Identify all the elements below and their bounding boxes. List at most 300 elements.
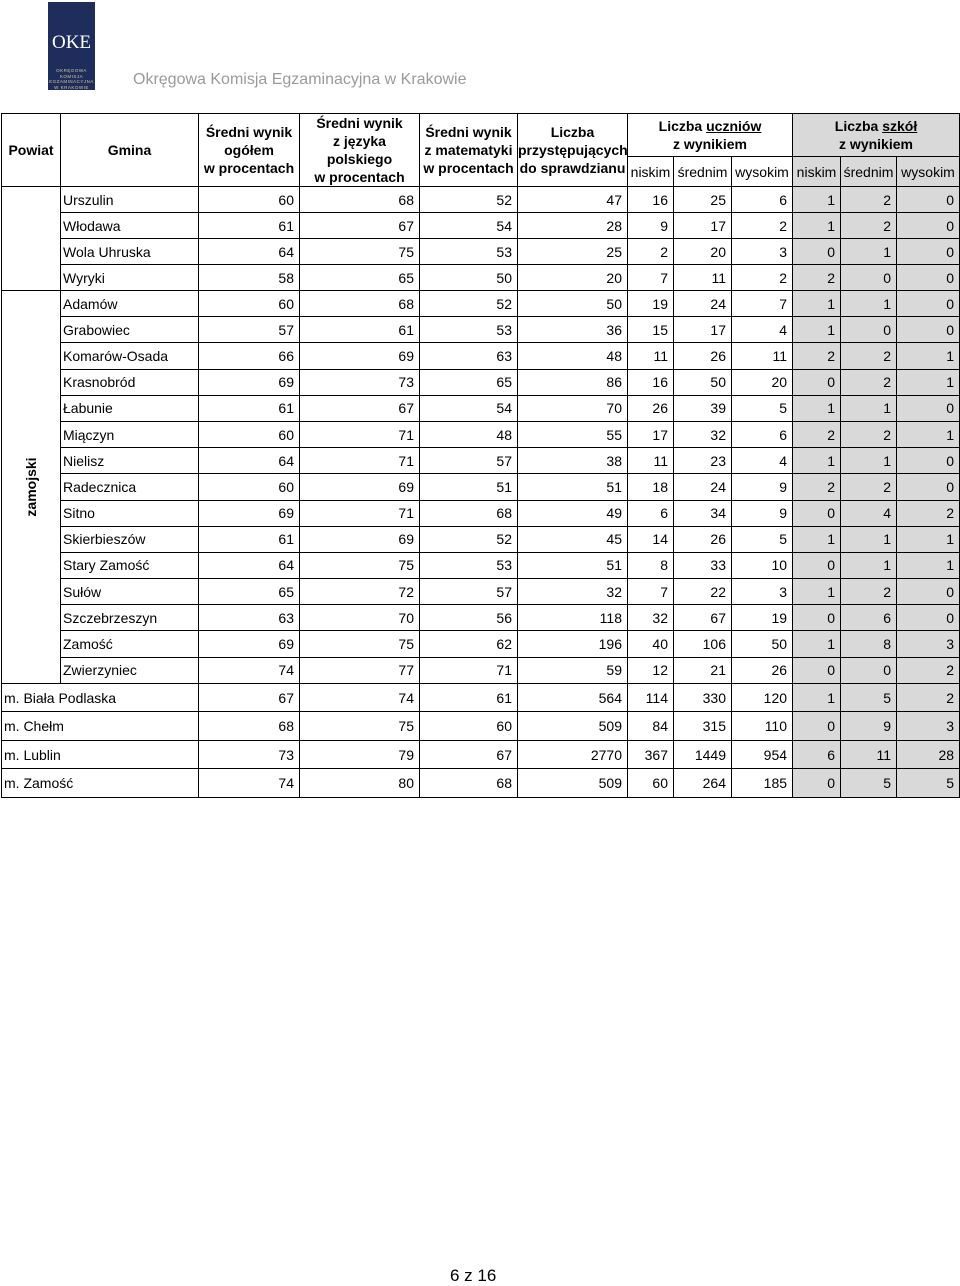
header-liczba-uczniow: Liczba uczniów z wynikiem xyxy=(628,114,793,157)
value-cell: 20 xyxy=(732,369,793,395)
logo-mark: OKE xyxy=(51,32,92,53)
table-row xyxy=(2,712,960,741)
value-cell: 7 xyxy=(628,265,674,291)
gmina-name-cell: Sitno xyxy=(61,500,199,526)
value-cell: 9 xyxy=(732,500,793,526)
value-cell: 25 xyxy=(674,187,732,213)
table-row xyxy=(2,421,960,447)
value-cell: 73 xyxy=(199,740,300,769)
page-number: 6 z 16 xyxy=(450,1266,497,1285)
value-cell: 1 xyxy=(793,579,841,605)
value-cell: 71 xyxy=(300,421,420,447)
value-cell: 1 xyxy=(793,683,841,712)
table-body-zamojski xyxy=(2,291,960,684)
gmina-name-cell: Nielisz xyxy=(61,448,199,474)
value-cell: 2 xyxy=(841,213,897,239)
value-cell: 74 xyxy=(199,657,300,683)
header-liczba-szkol: Liczba szkół z wynikiem xyxy=(793,114,960,157)
value-cell: 39 xyxy=(674,395,732,421)
value-cell: 79 xyxy=(300,740,420,769)
table-row xyxy=(2,740,960,769)
value-cell: 330 xyxy=(674,683,732,712)
subheader-uczniow-srednim: średnim xyxy=(674,157,732,187)
value-cell: 86 xyxy=(518,369,628,395)
value-cell: 28 xyxy=(518,213,628,239)
value-cell: 6 xyxy=(793,740,841,769)
gmina-name-cell: Wola Uhruska xyxy=(61,239,199,265)
powiat-cell-empty xyxy=(2,187,61,291)
value-cell: 11 xyxy=(674,265,732,291)
subheader-uczniow-niskim: niskim xyxy=(628,157,674,187)
table-row xyxy=(2,769,960,798)
value-cell: 47 xyxy=(518,187,628,213)
gmina-name-cell: m. Lublin xyxy=(2,740,199,769)
gmina-name-cell: Zamość xyxy=(61,631,199,657)
value-cell: 65 xyxy=(420,369,518,395)
value-cell: 70 xyxy=(518,395,628,421)
value-cell: 19 xyxy=(732,605,793,631)
value-cell: 53 xyxy=(420,552,518,578)
value-cell: 2 xyxy=(841,343,897,369)
value-cell: 1 xyxy=(793,291,841,317)
value-cell: 118 xyxy=(518,605,628,631)
table-body-top xyxy=(2,187,960,291)
value-cell: 1 xyxy=(897,552,960,578)
value-cell: 3 xyxy=(732,239,793,265)
results-table xyxy=(1,113,960,798)
value-cell: 6 xyxy=(841,605,897,631)
value-cell: 60 xyxy=(199,187,300,213)
value-cell: 9 xyxy=(841,712,897,741)
gmina-name-cell: Łabunie xyxy=(61,395,199,421)
header-gmina: Gmina xyxy=(61,114,199,187)
value-cell: 56 xyxy=(420,605,518,631)
value-cell: 61 xyxy=(199,213,300,239)
value-cell: 51 xyxy=(518,552,628,578)
value-cell: 1 xyxy=(841,291,897,317)
value-cell: 64 xyxy=(199,239,300,265)
value-cell: 68 xyxy=(300,291,420,317)
oke-logo xyxy=(48,2,95,90)
header-liczba-przystepujacych: Liczba przystępujących do sprawdzianu xyxy=(518,114,628,187)
value-cell: 84 xyxy=(628,712,674,741)
logo-subtitle-line: KOMISJA xyxy=(59,73,84,79)
value-cell: 1 xyxy=(793,395,841,421)
value-cell: 45 xyxy=(518,526,628,552)
value-cell: 26 xyxy=(674,343,732,369)
value-cell: 71 xyxy=(300,448,420,474)
value-cell: 0 xyxy=(841,317,897,343)
gmina-name-cell: Stary Zamość xyxy=(61,552,199,578)
value-cell: 71 xyxy=(420,657,518,683)
value-cell: 48 xyxy=(518,343,628,369)
organization-name: Okręgowa Komisja Egzaminacyjna w Krakowie xyxy=(133,71,467,88)
value-cell: 264 xyxy=(674,769,732,798)
value-cell: 50 xyxy=(674,369,732,395)
value-cell: 75 xyxy=(300,712,420,741)
gmina-name-cell: Wyryki xyxy=(61,265,199,291)
value-cell: 53 xyxy=(420,317,518,343)
value-cell: 72 xyxy=(300,579,420,605)
value-cell: 1 xyxy=(841,448,897,474)
subheader-szkol-wysokim: wysokim xyxy=(897,157,960,187)
value-cell: 32 xyxy=(628,605,674,631)
value-cell: 9 xyxy=(732,474,793,500)
value-cell: 5 xyxy=(841,769,897,798)
value-cell: 67 xyxy=(300,395,420,421)
value-cell: 1 xyxy=(793,187,841,213)
logo-subtitle-line: W KRAKOWIE xyxy=(54,84,89,90)
value-cell: 22 xyxy=(674,579,732,605)
value-cell: 1 xyxy=(841,526,897,552)
value-cell: 954 xyxy=(732,740,793,769)
value-cell: 106 xyxy=(674,631,732,657)
value-cell: 60 xyxy=(420,712,518,741)
table-row xyxy=(2,526,960,552)
value-cell: 69 xyxy=(199,369,300,395)
value-cell: 57 xyxy=(420,579,518,605)
value-cell: 28 xyxy=(897,740,960,769)
value-cell: 1 xyxy=(897,526,960,552)
value-cell: 73 xyxy=(300,369,420,395)
value-cell: 0 xyxy=(793,500,841,526)
value-cell: 40 xyxy=(628,631,674,657)
value-cell: 6 xyxy=(628,500,674,526)
value-cell: 16 xyxy=(628,369,674,395)
value-cell: 2 xyxy=(897,500,960,526)
value-cell: 1 xyxy=(793,526,841,552)
subheader-szkol-niskim: niskim xyxy=(793,157,841,187)
value-cell: 61 xyxy=(420,683,518,712)
value-cell: 0 xyxy=(793,769,841,798)
value-cell: 64 xyxy=(199,448,300,474)
value-cell: 2 xyxy=(841,579,897,605)
value-cell: 11 xyxy=(732,343,793,369)
powiat-cell-zamojski xyxy=(2,291,61,684)
value-cell: 0 xyxy=(897,395,960,421)
value-cell: 1 xyxy=(793,317,841,343)
value-cell: 509 xyxy=(518,712,628,741)
table-row xyxy=(2,605,960,631)
value-cell: 67 xyxy=(674,605,732,631)
value-cell: 25 xyxy=(518,239,628,265)
value-cell: 11 xyxy=(628,448,674,474)
value-cell: 2 xyxy=(793,474,841,500)
table-row xyxy=(2,239,960,265)
table-row xyxy=(2,657,960,683)
table-row xyxy=(2,187,960,213)
value-cell: 61 xyxy=(199,526,300,552)
value-cell: 2770 xyxy=(518,740,628,769)
value-cell: 2 xyxy=(897,683,960,712)
value-cell: 2 xyxy=(732,265,793,291)
value-cell: 68 xyxy=(300,187,420,213)
value-cell: 315 xyxy=(674,712,732,741)
value-cell: 74 xyxy=(300,683,420,712)
value-cell: 2 xyxy=(793,421,841,447)
value-cell: 2 xyxy=(793,265,841,291)
value-cell: 0 xyxy=(793,712,841,741)
gmina-name-cell: Zwierzyniec xyxy=(61,657,199,683)
value-cell: 0 xyxy=(793,239,841,265)
value-cell: 59 xyxy=(518,657,628,683)
value-cell: 65 xyxy=(300,265,420,291)
value-cell: 0 xyxy=(793,552,841,578)
gmina-name-cell: m. Chełm xyxy=(2,712,199,741)
value-cell: 4 xyxy=(841,500,897,526)
value-cell: 67 xyxy=(420,740,518,769)
gmina-name-cell: Miączyn xyxy=(61,421,199,447)
value-cell: 0 xyxy=(897,291,960,317)
value-cell: 53 xyxy=(420,239,518,265)
value-cell: 62 xyxy=(420,631,518,657)
value-cell: 120 xyxy=(732,683,793,712)
value-cell: 2 xyxy=(732,213,793,239)
value-cell: 17 xyxy=(674,213,732,239)
value-cell: 1 xyxy=(793,448,841,474)
value-cell: 75 xyxy=(300,239,420,265)
value-cell: 3 xyxy=(732,579,793,605)
gmina-name-cell: m. Zamość xyxy=(2,769,199,798)
gmina-name-cell: Sułów xyxy=(61,579,199,605)
value-cell: 110 xyxy=(732,712,793,741)
table-row xyxy=(2,579,960,605)
value-cell: 17 xyxy=(628,421,674,447)
value-cell: 1 xyxy=(841,239,897,265)
value-cell: 0 xyxy=(793,657,841,683)
value-cell: 66 xyxy=(199,343,300,369)
value-cell: 9 xyxy=(628,213,674,239)
value-cell: 0 xyxy=(897,448,960,474)
value-cell: 34 xyxy=(674,500,732,526)
value-cell: 18 xyxy=(628,474,674,500)
table-row xyxy=(2,317,960,343)
value-cell: 77 xyxy=(300,657,420,683)
value-cell: 67 xyxy=(300,213,420,239)
header-sredni-matematyka: Średni wynik z matematyki w procentach xyxy=(420,114,518,187)
header-sredni-ogolem: Średni wynik ogółem w procentach xyxy=(199,114,300,187)
value-cell: 0 xyxy=(793,369,841,395)
value-cell: 6 xyxy=(732,421,793,447)
value-cell: 50 xyxy=(518,291,628,317)
gmina-name-cell: Szczebrzeszyn xyxy=(61,605,199,631)
value-cell: 50 xyxy=(732,631,793,657)
value-cell: 61 xyxy=(199,395,300,421)
value-cell: 68 xyxy=(420,769,518,798)
value-cell: 4 xyxy=(732,317,793,343)
table-row xyxy=(2,500,960,526)
value-cell: 54 xyxy=(420,395,518,421)
value-cell: 50 xyxy=(420,265,518,291)
value-cell: 16 xyxy=(628,187,674,213)
value-cell: 55 xyxy=(518,421,628,447)
value-cell: 15 xyxy=(628,317,674,343)
value-cell: 32 xyxy=(674,421,732,447)
value-cell: 26 xyxy=(628,395,674,421)
gmina-name-cell: Grabowiec xyxy=(61,317,199,343)
value-cell: 75 xyxy=(300,552,420,578)
value-cell: 57 xyxy=(420,448,518,474)
value-cell: 69 xyxy=(300,474,420,500)
value-cell: 49 xyxy=(518,500,628,526)
value-cell: 20 xyxy=(518,265,628,291)
value-cell: 52 xyxy=(420,526,518,552)
value-cell: 21 xyxy=(674,657,732,683)
value-cell: 7 xyxy=(732,291,793,317)
value-cell: 69 xyxy=(300,526,420,552)
value-cell: 7 xyxy=(628,579,674,605)
value-cell: 0 xyxy=(897,579,960,605)
value-cell: 75 xyxy=(300,631,420,657)
value-cell: 54 xyxy=(420,213,518,239)
gmina-name-cell: m. Biała Podlaska xyxy=(2,683,199,712)
value-cell: 5 xyxy=(897,769,960,798)
table-row xyxy=(2,448,960,474)
value-cell: 17 xyxy=(674,317,732,343)
gmina-name-cell: Skierbieszów xyxy=(61,526,199,552)
value-cell: 70 xyxy=(300,605,420,631)
value-cell: 58 xyxy=(199,265,300,291)
value-cell: 19 xyxy=(628,291,674,317)
powiat-label: zamojski xyxy=(23,457,39,517)
value-cell: 74 xyxy=(199,769,300,798)
subheader-uczniow-wysokim: wysokim xyxy=(732,157,793,187)
value-cell: 5 xyxy=(732,395,793,421)
value-cell: 20 xyxy=(674,239,732,265)
table-row xyxy=(2,683,960,712)
value-cell: 51 xyxy=(420,474,518,500)
value-cell: 2 xyxy=(841,369,897,395)
subheader-szkol-srednim: średnim xyxy=(841,157,897,187)
header-sredni-polski: Średni wynik z języka polskiego w procentach xyxy=(300,114,420,187)
value-cell: 2 xyxy=(841,187,897,213)
value-cell: 185 xyxy=(732,769,793,798)
value-cell: 2 xyxy=(897,657,960,683)
value-cell: 8 xyxy=(628,552,674,578)
value-cell: 0 xyxy=(897,187,960,213)
value-cell: 8 xyxy=(841,631,897,657)
header-powiat: Powiat xyxy=(2,114,61,187)
table-row xyxy=(2,265,960,291)
value-cell: 63 xyxy=(199,605,300,631)
value-cell: 26 xyxy=(732,657,793,683)
gmina-name-cell: Urszulin xyxy=(61,187,199,213)
value-cell: 0 xyxy=(897,213,960,239)
value-cell: 60 xyxy=(628,769,674,798)
value-cell: 26 xyxy=(674,526,732,552)
gmina-name-cell: Komarów-Osada xyxy=(61,343,199,369)
value-cell: 2 xyxy=(841,474,897,500)
table-row xyxy=(2,552,960,578)
logo-subtitle-line: OKRĘGOWA xyxy=(56,68,87,73)
value-cell: 23 xyxy=(674,448,732,474)
gmina-name-cell: Adamów xyxy=(61,291,199,317)
value-cell: 5 xyxy=(841,683,897,712)
value-cell: 38 xyxy=(518,448,628,474)
value-cell: 3 xyxy=(897,712,960,741)
value-cell: 1 xyxy=(793,213,841,239)
table-row xyxy=(2,291,960,317)
table-row xyxy=(2,369,960,395)
logo-subtitle-line: EGZAMINACYJNA xyxy=(49,79,94,84)
value-cell: 69 xyxy=(300,343,420,369)
table-row xyxy=(2,395,960,421)
value-cell: 0 xyxy=(841,265,897,291)
value-cell: 0 xyxy=(897,605,960,631)
value-cell: 3 xyxy=(897,631,960,657)
value-cell: 0 xyxy=(841,657,897,683)
value-cell: 0 xyxy=(897,265,960,291)
table-row xyxy=(2,474,960,500)
value-cell: 2 xyxy=(793,343,841,369)
value-cell: 64 xyxy=(199,552,300,578)
value-cell: 68 xyxy=(199,712,300,741)
value-cell: 61 xyxy=(300,317,420,343)
value-cell: 10 xyxy=(732,552,793,578)
value-cell: 69 xyxy=(199,631,300,657)
value-cell: 564 xyxy=(518,683,628,712)
value-cell: 24 xyxy=(674,474,732,500)
table-body-cities xyxy=(2,683,960,797)
value-cell: 114 xyxy=(628,683,674,712)
gmina-name-cell: Radecznica xyxy=(61,474,199,500)
value-cell: 0 xyxy=(897,239,960,265)
value-cell: 80 xyxy=(300,769,420,798)
value-cell: 24 xyxy=(674,291,732,317)
value-cell: 63 xyxy=(420,343,518,369)
value-cell: 1 xyxy=(897,343,960,369)
value-cell: 36 xyxy=(518,317,628,343)
value-cell: 14 xyxy=(628,526,674,552)
table-row xyxy=(2,343,960,369)
value-cell: 4 xyxy=(732,448,793,474)
value-cell: 1449 xyxy=(674,740,732,769)
value-cell: 2 xyxy=(841,421,897,447)
value-cell: 0 xyxy=(897,317,960,343)
table-row xyxy=(2,213,960,239)
value-cell: 65 xyxy=(199,579,300,605)
value-cell: 196 xyxy=(518,631,628,657)
value-cell: 1 xyxy=(897,369,960,395)
value-cell: 60 xyxy=(199,474,300,500)
value-cell: 69 xyxy=(199,500,300,526)
value-cell: 1 xyxy=(841,395,897,421)
value-cell: 0 xyxy=(793,605,841,631)
value-cell: 11 xyxy=(841,740,897,769)
value-cell: 5 xyxy=(732,526,793,552)
value-cell: 33 xyxy=(674,552,732,578)
value-cell: 367 xyxy=(628,740,674,769)
value-cell: 6 xyxy=(732,187,793,213)
value-cell: 71 xyxy=(300,500,420,526)
value-cell: 1 xyxy=(897,421,960,447)
value-cell: 12 xyxy=(628,657,674,683)
value-cell: 32 xyxy=(518,579,628,605)
value-cell: 51 xyxy=(518,474,628,500)
value-cell: 2 xyxy=(628,239,674,265)
value-cell: 60 xyxy=(199,291,300,317)
value-cell: 11 xyxy=(628,343,674,369)
value-cell: 1 xyxy=(793,631,841,657)
value-cell: 52 xyxy=(420,187,518,213)
value-cell: 0 xyxy=(897,474,960,500)
value-cell: 57 xyxy=(199,317,300,343)
gmina-name-cell: Krasnobród xyxy=(61,369,199,395)
value-cell: 1 xyxy=(841,552,897,578)
value-cell: 509 xyxy=(518,769,628,798)
value-cell: 60 xyxy=(199,421,300,447)
value-cell: 52 xyxy=(420,291,518,317)
